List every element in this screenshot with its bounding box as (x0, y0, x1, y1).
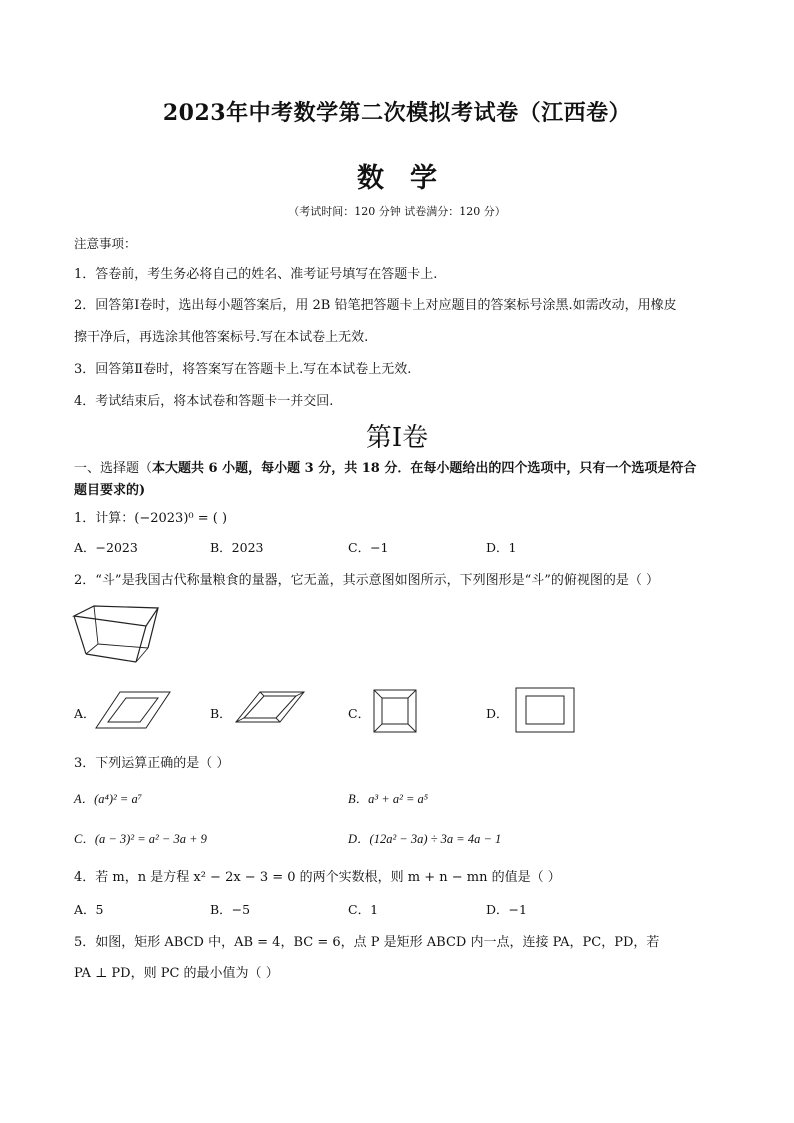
q2-label-b: B． (210, 706, 232, 721)
note-item-1: 1．答卷前，考生务必将自己的姓名、准考证号填写在答题卡上. (74, 267, 438, 282)
q1-option-c: C．−1 (348, 540, 389, 555)
exam-title: 2023年中考数学第二次模拟考试卷（江西卷） (162, 100, 632, 126)
exam-info: （考试时间：120 分钟 试卷满分：120 分） (288, 205, 506, 218)
q2-label-c: C． (348, 706, 371, 721)
q2-figure-a (94, 690, 172, 730)
section-header (74, 457, 696, 476)
q4-option-b: B．−5 (210, 902, 251, 917)
section-prefix: 一、选择题（ (74, 461, 153, 476)
q4-option-a: A．5 (74, 902, 104, 917)
note-item-4: 4．考试结束后，将本试卷和答题卡一并交回. (74, 394, 334, 409)
q3-stem: 3．下列运算正确的是（ ） (74, 756, 230, 771)
q1-option-b: B．2023 (210, 540, 264, 555)
dou-vessel-figure (70, 600, 170, 670)
q2-figure-b (234, 690, 306, 724)
section-instructions-cont: 题目要求的) (74, 483, 146, 498)
section-instructions: 本大题共 6 小题，每小题 3 分，共 18 分．在每小题给出的四个选项中，只有一个选项是符合 (152, 461, 697, 476)
q5-stem: 5．如图，矩形 ABCD 中，AB = 4，BC = 6，点 P 是矩形 ABCD 内一点，连接 PA，PC，PD，若 (74, 935, 660, 950)
part-title: 第Ⅰ卷 (365, 423, 429, 453)
subject-heading: 数学 (357, 163, 463, 194)
note-item-3: 3．回答第Ⅱ卷时，将答案写在答题卡上.写在本试卷上无效. (74, 362, 412, 377)
q2-label-a: A． (74, 706, 96, 721)
q2-stem: 2．“斗”是我国古代称量粮食的量器，它无盖，其示意图如图所示，下列图形是“斗”的俯视图的是（ ） (74, 573, 659, 588)
q2-figure-c (372, 688, 418, 734)
q1-option-a: A．−2023 (74, 540, 138, 555)
note-item-2-cont: 擦干净后，再选涂其他答案标号.写在本试卷上无效. (74, 330, 369, 345)
q4-option-d: D．−1 (486, 902, 527, 917)
q3-option-a: A．(a⁴)² = a⁷ (74, 792, 143, 806)
q5-stem-cont: PA ⊥ PD，则 PC 的最小值为（ ） (74, 966, 279, 981)
q3-option-c: C．(a − 3)² = a² − 3a + 9 (74, 832, 207, 846)
q2-label-d: D． (486, 706, 509, 721)
q1-option-d: D．1 (486, 540, 517, 555)
q3-option-b: B．a³ + a² = a⁵ (348, 792, 429, 806)
q4-stem: 4．若 m，n 是方程 x² − 2x − 3 = 0 的两个实数根，则 m + n − mn 的值是（ ） (74, 870, 561, 885)
q1-stem: 1．计算：(−2023)⁰ = ( ) (74, 511, 228, 526)
q3-option-d: D．(12a² − 3a) ÷ 3a = 4a − 1 (348, 832, 502, 846)
q2-figure-d (514, 686, 576, 734)
q4-option-c: C．1 (348, 902, 379, 917)
note-item-2: 2．回答第Ⅰ卷时，选出每小题答案后，用 2B 铅笔把答题卡上对应题目的答案标号涂黑.如需改动，用橡皮 (74, 298, 677, 313)
notes-heading: 注意事项： (74, 236, 137, 251)
